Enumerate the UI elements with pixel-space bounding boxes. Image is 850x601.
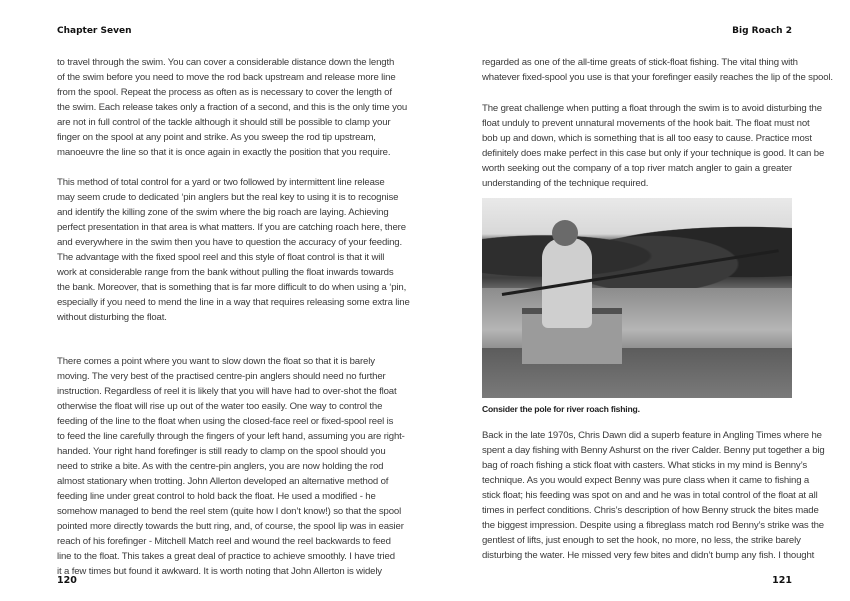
text-line: reach of his forefinger - Mitchell Match reel and wound the reel backwards to feed [57, 536, 391, 547]
text-line: regarded as one of the all-time greats of stick-float fishing. The vital thing with [482, 57, 798, 68]
text-line: The advantage with the fixed spool reel and this style of float control is that it will [57, 252, 385, 263]
photo-angler-pole-fishing [482, 198, 792, 398]
text-line: work at considerable range from the bank without pulling the float inwards towards [57, 267, 394, 278]
text-line: stick float; his feeding was spot on and and he was in total control of the float at all [482, 490, 818, 501]
text-line: without disturbing the float. [57, 312, 167, 323]
text-line: worth seeking out the company of a top river match angler to gain a greater [482, 163, 792, 174]
text-line: manoeuvre the line so that it is once again in exactly the position that you require. [57, 147, 391, 158]
text-line: to travel through the swim. You can cover a considerable distance down the length [57, 57, 395, 68]
running-head: Big Roach 2 [732, 26, 792, 36]
text-line: somehow managed to bend the reel stem (quite how I don’t know!) so that the spool [57, 506, 402, 517]
text-line: to feed the line carefully through the fingers of your left hand, assuming you are right- [57, 431, 405, 442]
text-line: and everywhere in the swim then you have to question the accuracy of your feeding. [57, 237, 403, 248]
text-line: This method of total control for a yard or two followed by intermittent line release [57, 177, 385, 188]
photo-caption: Consider the pole for river roach fishing. [482, 404, 640, 414]
text-line: bob up and down, which is something that is all too easy to cause. Practice most [482, 133, 812, 144]
text-line: spent a day fishing with Benny Ashurst on the river Calder. Benny put together a big [482, 445, 825, 456]
text-line: pointed more directly towards the butt ring, and, of course, the spool lip was in easier [57, 521, 404, 532]
running-head: Chapter Seven [57, 26, 132, 36]
text-line: disturbing the water. He missed very few bites and didn’t bump any fish. I thought [482, 550, 815, 561]
text-line: understanding of the technique required. [482, 178, 649, 189]
text-line: line to the float. This takes a great deal of practice to achieve smoothly. I have tried [57, 551, 395, 562]
text-line: float unduly to prevent unnatural movements of the hook bait. The float must not [482, 118, 810, 129]
right-page [425, 0, 850, 601]
text-line: the swim. Each release takes only a fraction of a second, and this is the only time you [57, 102, 408, 113]
text-line: of the swim before you need to move the rod back upstream and release more line [57, 72, 396, 83]
text-line: the biggest impression. Despite using a fibreglass match rod Benny’s strike was the [482, 520, 824, 531]
text-line: finger on the spool at any point and strike. As you sweep the rod tip upstream, [57, 132, 376, 143]
text-line: feeding of the line to the float when using the closed-face reel or fixed-spool reel is [57, 416, 394, 427]
text-line: technique. As you would expect Benny was pure class when it came to fishing a [482, 475, 810, 486]
text-line: perfect presentation in that area is what matters. If you are catching roach here, there [57, 222, 406, 233]
paragraph [482, 55, 833, 85]
text-line: There comes a point where you want to slow down the float so that it is barely [57, 356, 375, 367]
text-line: The great challenge when putting a float through the swim is to avoid disturbing the [482, 103, 822, 114]
paragraph [482, 101, 825, 191]
text-line: feeding line under great control to hold back the float. He used a modified - he [57, 491, 376, 502]
text-line: it a few times but found it awkward. It is worth noting that John Allerton is widely [57, 566, 382, 577]
page-number: 120 [57, 575, 77, 586]
text-line: gentlest of lifts, just enough to set the hook, no more, no less, the strike barely [482, 535, 801, 546]
text-line: otherwise the float will rise up out of the water too easily. One way to control the [57, 401, 383, 412]
text-line: especially if you need to mend the line in a way that requires releasing some extra line [57, 297, 410, 308]
text-line: need to strike a bite. As with the centre-pin anglers, you are now holding the rod [57, 461, 384, 472]
text-line: may seem crude to dedicated ‘pin anglers but the real key to using it is to recognise [57, 192, 399, 203]
text-line: moving. The very best of the practised centre-pin anglers should need no further [57, 371, 386, 382]
photo-trees [482, 208, 792, 288]
page-number: 121 [772, 575, 792, 586]
paragraph [482, 428, 825, 563]
body-text-top [482, 55, 833, 191]
photo-angler-cap [552, 220, 578, 246]
text-line: bag of roach fishing a stick float with casters. What sticks in my mind is Benny’s [482, 460, 808, 471]
text-line: from the spool. Repeat the process as often as is necessary to cover the length of [57, 87, 392, 98]
text-line: and identify the killing zone of the swim where the big roach are laying. Achieving [57, 207, 389, 218]
text-line: handed. Your right hand forefinger is still ready to clamp on the spool should you [57, 446, 386, 457]
text-line: whatever fixed-spool you use is that your forefinger easily reaches the lip of the spool. [482, 72, 833, 83]
paragraph [57, 175, 410, 325]
body-text-bottom [482, 428, 825, 563]
text-line: almost stationary when trotting. John Allerton developed an alternative method of [57, 476, 389, 487]
text-line: instruction. Regardless of reel it is likely that you will have had to over-shot the float [57, 386, 397, 397]
paragraph [57, 55, 408, 160]
text-line: the bank. Moreover, that is something that is far more difficult to do when using a ‘pin, [57, 282, 407, 293]
paragraph [57, 354, 405, 579]
text-line: times in perfect conditions. Chris’s description of how Benny struck the bites made [482, 505, 819, 516]
text-line: are not in full control of the tackle although it should still be possible to clamp your [57, 117, 391, 128]
text-line: Back in the late 1970s, Chris Dawn did a superb feature in Angling Times where he [482, 430, 822, 441]
text-line: definitely does make perfect in this case but only if your technique is good. It can be [482, 148, 825, 159]
body-text [57, 55, 410, 579]
